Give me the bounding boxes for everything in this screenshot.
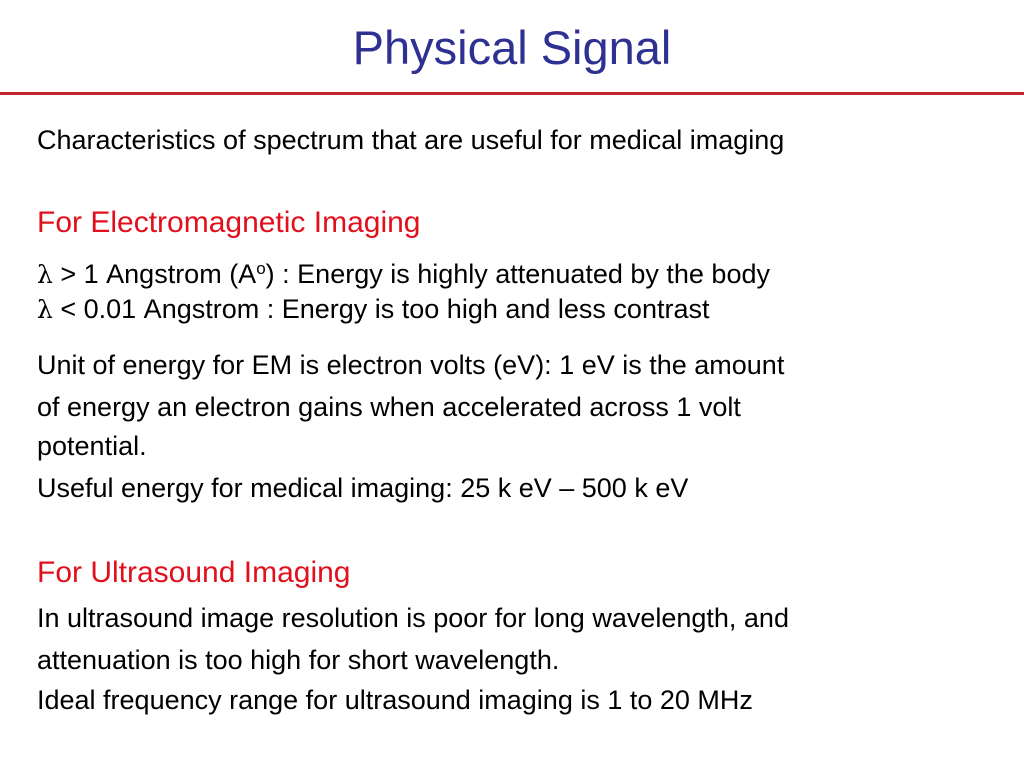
em-heading: For Electromagnetic Imaging — [37, 206, 421, 239]
lambda-symbol: λ — [37, 295, 53, 324]
useful-energy-text: Useful energy for medical imaging: 25 k eV – 500 k eV — [37, 473, 689, 503]
us-heading: For Ultrasound Imaging — [37, 556, 351, 589]
lambda-symbol: λ — [37, 260, 53, 289]
em-bullet-2-text: < 0.01 Angstrom : Energy is too high and less contrast — [52, 294, 710, 324]
us-line-3: Ideal frequency range for ultrasound imaging is 1 to 20 MHz — [37, 685, 753, 715]
em-unit-line-3: potential. — [37, 431, 147, 461]
em-unit-line-2: of energy an electron gains when accelerated across 1 volt — [37, 392, 741, 422]
em-bullet-1 — [37, 253, 770, 291]
em-bullet-1-pre: > 1 Angstrom (A — [52, 259, 257, 289]
degree-superscript: o — [256, 259, 266, 278]
em-bullet-2 — [37, 293, 709, 326]
us-line-2: attenuation is too high for short wavelength. — [37, 645, 560, 675]
title-divider — [0, 92, 1024, 95]
us-line-1: In ultrasound image resolution is poor for long wavelength, and — [37, 603, 789, 633]
em-unit-line-1: Unit of energy for EM is electron volts (eV): 1 eV is the amount — [37, 350, 785, 380]
slide-title: Physical Signal — [352, 21, 672, 74]
intro-text: Characteristics of spectrum that are useful for medical imaging — [37, 125, 785, 155]
em-bullet-1-post: ) : Energy is highly attenuated by the body — [265, 259, 770, 289]
